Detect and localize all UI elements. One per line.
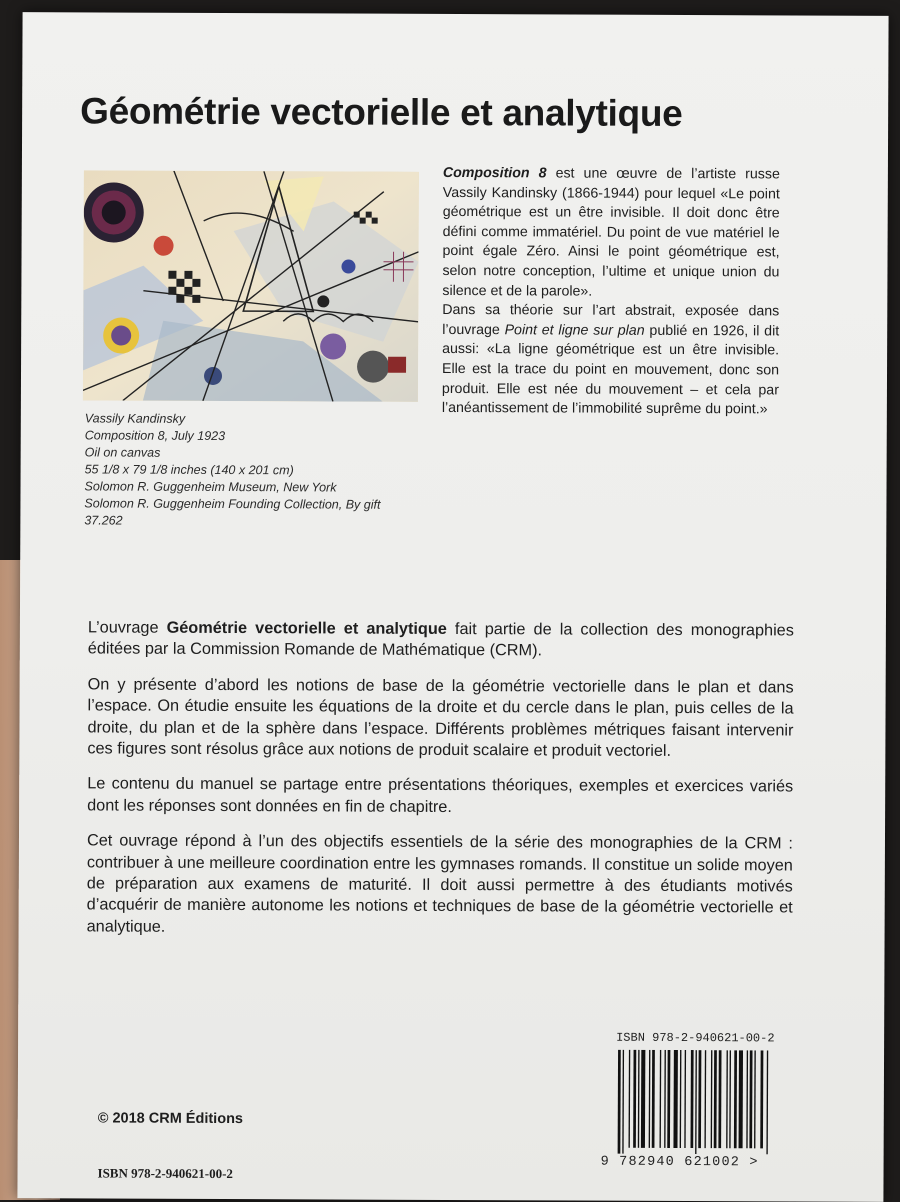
barcode-bar — [659, 1050, 661, 1148]
description-text: L’ouvrage — [88, 618, 167, 636]
barcode-bar — [714, 1050, 717, 1148]
barcode-bar — [754, 1050, 756, 1148]
barcode-bar — [760, 1050, 763, 1148]
barcode-bar — [746, 1050, 748, 1148]
painting-image — [83, 170, 419, 401]
barcode-bar — [711, 1050, 713, 1148]
barcode-digits: 9 782940 621002 > — [601, 1155, 759, 1171]
barcode-bar — [690, 1050, 693, 1148]
barcode-bar — [749, 1050, 752, 1148]
barcode-bar — [704, 1050, 706, 1148]
barcode-bar — [766, 1050, 768, 1154]
kandinsky-quote — [442, 164, 780, 420]
caption-line: Vassily Kandinsky — [85, 410, 425, 428]
book-title-inline: Géométrie vectorielle et analytique — [167, 619, 447, 638]
quote-text: publié en 1926, il dit aussi: «La ligne géométrique est un être invisible. Elle est la trace du point en mouvement, donc son produit. Elle est née du mouvement – et cela par l’anéantissement de l’immobilité suprême du point.» — [442, 323, 779, 418]
quote-paragraph — [442, 301, 780, 420]
barcode-bar — [649, 1050, 651, 1148]
book-description — [86, 617, 793, 954]
description-paragraph — [88, 617, 794, 663]
barcode-bar — [729, 1050, 731, 1148]
barcode-bar — [673, 1050, 677, 1148]
barcode-bar — [726, 1050, 728, 1148]
barcode-bar — [628, 1050, 630, 1148]
copyright-notice: © 2018 CRM Éditions — [98, 1110, 243, 1127]
caption-line: 37.262 — [84, 512, 424, 530]
barcode-bar — [618, 1050, 621, 1154]
caption-line: Oil on canvas — [85, 444, 425, 462]
painting-caption — [84, 410, 425, 530]
kandinsky-composition-8-icon — [83, 170, 419, 401]
artwork-title: Composition 8 — [443, 165, 547, 181]
caption-line: Solomon R. Guggenheim Founding Collection, By gift — [84, 495, 424, 513]
description-text: fait partie de la collection des monographies éditées par la Commission Romande de Mathématique (CRM). — [88, 620, 794, 660]
caption-line: 55 1/8 x 79 1/8 inches (140 x 201 cm) — [85, 461, 425, 479]
caption-line: Composition 8, July 1923 — [85, 427, 425, 445]
description-paragraph: Cet ouvrage répond à l’un des objectifs essentiels de la série des monographies de la CRM : contribuer à une meilleure coordination entre les gymnases romands. Il constitue un solide moyen de préparation aux examens de maturité. Il doit aussi permettre à des étudiants motivés d’acquérir de manière autonome les notions et techniques de base de la géométrie vectorielle et analytique. — [87, 831, 793, 941]
barcode-bar — [680, 1050, 682, 1148]
book-title: Géométrie vectorielle et analytique — [80, 90, 860, 135]
barcode-isbn-label: ISBN 978-2-940621-00-2 — [616, 1031, 774, 1046]
barcode-bar — [718, 1050, 721, 1148]
book-back-cover — [17, 12, 888, 1202]
description-paragraph: Le contenu du manuel se partage entre présentations théoriques, exemples et exercices variés dont les réponses sont données en fin de chapitre. — [87, 774, 793, 820]
isbn-number: ISBN 978-2-940621-00-2 — [97, 1165, 232, 1182]
barcode-bar — [734, 1050, 737, 1148]
barcode-bar — [695, 1050, 697, 1154]
book-reference: Point et ligne sur plan — [505, 322, 645, 339]
barcode-bar — [641, 1050, 645, 1148]
quote-text: Dans sa théorie sur l’art abstrait, exposée dans l’ouvrage — [442, 302, 779, 338]
barcode-bar — [633, 1050, 636, 1148]
barcode-bar — [652, 1050, 655, 1148]
barcode-bar — [638, 1050, 640, 1148]
barcode-icon — [616, 1050, 806, 1155]
barcode-bar — [667, 1050, 670, 1148]
caption-line: Solomon R. Guggenheim Museum, New York — [84, 478, 424, 496]
quote-paragraph — [442, 164, 780, 303]
barcode-bar — [739, 1050, 743, 1148]
barcode-bar — [622, 1050, 624, 1154]
barcode-bar — [684, 1050, 686, 1148]
barcode-bar — [664, 1050, 666, 1148]
barcode-bar — [698, 1050, 701, 1148]
description-paragraph: On y présente d’abord les notions de base de la géométrie vectorielle dans le plan et dans l’espace. On étudie ensuite les équations de la droite et du cercle dans le plan, puis celles de la droite, du plan et de la sphère dans l’espace. Différents problèmes métriques faisant intervenir ces figures sont résolus grâce aux notions de produit scalaire et produit vectoriel. — [87, 674, 793, 763]
quote-text: est une œuvre de l’artiste russe Vassily Kandinsky (1866-1944) pour lequel «Le point géométrique est un être invisible. Il doit donc être défini comme immatériel. Du point de vue matériel le point égale Zéro. Ainsi le point géométrique est, selon notre conception, l’ultime et unique union du silence et de la parole». — [442, 165, 780, 299]
